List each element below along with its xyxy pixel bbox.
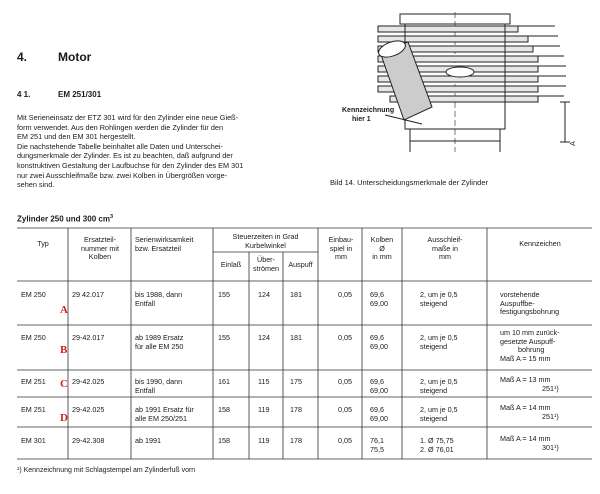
cell-line: steigend [420, 298, 448, 308]
row1-nummer: 29 42.017 [72, 290, 104, 299]
row5-kolben [370, 437, 384, 454]
header-einbauspiel [320, 236, 362, 262]
cell-line: 69,6 [370, 405, 384, 414]
cell-line: 1. Ø 75,75 [420, 436, 454, 445]
cell-line: festigungsbohrung [500, 307, 560, 317]
cell-line: Maß A = 13 mm [500, 375, 551, 384]
cell-line: ab 1991 [135, 436, 161, 445]
cell-line: 251¹) [542, 383, 559, 393]
cell-line: 2. Ø 76,01 [420, 444, 454, 454]
row2-marker: B [60, 344, 68, 356]
cell-line: für alle EM 250 [135, 341, 184, 351]
cell-line: ab 1989 Ersatz [135, 333, 184, 342]
row4-schleif [420, 406, 458, 423]
header-line: strömen [253, 263, 279, 273]
cell-line: 69,6 [370, 290, 384, 299]
row2-einlass: 155 [218, 333, 230, 342]
row3-typ: EM 251 [21, 377, 46, 386]
header-line: mm [439, 252, 451, 262]
row1-auslass: 181 [290, 290, 302, 299]
table-title-sup: 3 [109, 214, 113, 220]
row1-kolben [370, 291, 388, 308]
header-line: Kurbelwinkel [245, 240, 286, 250]
header-line: spiel in [329, 243, 353, 253]
row4-marker: D [60, 412, 68, 424]
row1-spiel: 0,05 [338, 290, 352, 299]
figure-caption: Bild 14. Unterscheidungsmerkmale der Zylinder [330, 178, 488, 187]
cell-line: bis 1988, dann [135, 290, 183, 299]
intro-line: nur zwei Ausschleifmaße bzw. zwei Kolben in Übergrößen vorge- [17, 170, 228, 180]
row2-ueber: 124 [258, 333, 270, 342]
row4-typ: EM 251 [21, 405, 46, 414]
row1-marker: A [60, 304, 68, 316]
row3-schleif [420, 378, 458, 395]
row1-typ: EM 250 [21, 290, 46, 299]
row4-serie [135, 406, 213, 423]
cell-line: 75,5 [370, 444, 384, 454]
header-serien [135, 236, 213, 253]
row2-schleif [420, 334, 458, 351]
row2-nummer: 29-42.017 [72, 333, 105, 342]
subsection-title: EM 251/301 [58, 90, 102, 99]
row1-schleif [420, 291, 458, 308]
cell-line: steigend [420, 413, 448, 423]
cell-line: 69,6 [370, 333, 384, 342]
row5-einlass: 158 [218, 436, 230, 445]
intro-line: dungsmerkmale der Zylinder. Es ist zu beachten, daß aufgrund der [17, 151, 233, 161]
cell-line: um 10 mm zurück- [500, 328, 560, 337]
row5-nummer: 29-42.308 [72, 436, 105, 445]
cell-line: alle EM 250/251 [135, 413, 187, 423]
header-auspuff: Auspuff [288, 260, 313, 269]
row5-typ: EM 301 [21, 436, 46, 445]
row5-serie [135, 437, 213, 446]
row4-auslass: 178 [290, 405, 302, 414]
cell-line: bis 1990, dann [135, 377, 183, 386]
header-ausschleif [404, 236, 486, 262]
header-steuerzeiten [215, 233, 316, 250]
intro-line: Mit Serieneinsatz der ETZ 301 wird für den Zylinder eine neue Gieß- [17, 113, 239, 122]
cell-line: steigend [420, 385, 448, 395]
marking-label-line: hier 1 [352, 116, 371, 123]
row2-spiel: 0,05 [338, 333, 352, 342]
row2-kolben [370, 334, 388, 351]
row3-serie [135, 378, 213, 395]
row3-auslass: 175 [290, 377, 302, 386]
row4-kennzeichen [500, 404, 559, 421]
header-kolben [362, 236, 402, 262]
row2-serie [135, 334, 213, 351]
intro-line: Die nachstehende Tabelle beinhaltet alle Daten und Unterschei- [17, 141, 223, 151]
marking-label-line: Kennzeichnung [342, 107, 395, 114]
row5-kennzeichen [500, 435, 559, 452]
row2-typ: EM 250 [21, 333, 46, 342]
header-line: Einbau- [328, 235, 354, 244]
cell-line: 69,00 [370, 341, 388, 351]
row4-ueber: 119 [258, 405, 270, 414]
cell-line: 301¹) [542, 442, 559, 452]
cell-line: 2, um je 0,5 [420, 333, 458, 342]
row4-spiel: 0,05 [338, 405, 352, 414]
cell-line: steigend [420, 341, 448, 351]
row1-kennzeichen [500, 291, 559, 317]
section-title: Motor [58, 50, 92, 64]
cell-line: 69,00 [370, 413, 388, 423]
cell-line: gesetzte Auspuff- [500, 336, 556, 346]
header-line: bzw. Ersatzteil [135, 243, 181, 253]
header-line: Steuerzeiten in Grad [232, 232, 299, 241]
intro-line: sehen sind. [17, 180, 55, 190]
cell-line: Entfall [135, 298, 155, 308]
row4-einlass: 158 [218, 405, 230, 414]
row1-serie [135, 291, 213, 308]
header-line: Ersatzteil- [84, 235, 116, 244]
header-line: Über- [257, 255, 275, 264]
cell-line: 2, um je 0,5 [420, 405, 458, 414]
cell-line: 69,6 [370, 377, 384, 386]
cell-line: Entfall [135, 385, 155, 395]
cell-line: Maß A = 14 mm [500, 403, 551, 412]
header-einlass: Einlaß [220, 260, 242, 269]
cell-line: 2, um je 0,5 [420, 290, 458, 299]
row5-spiel: 0,05 [338, 436, 352, 445]
header-typ: Typ [37, 239, 49, 248]
row2-auslass: 181 [290, 333, 302, 342]
cell-line: 251¹) [542, 411, 559, 421]
header-line: in mm [372, 252, 392, 262]
cell-line: bohrung [518, 345, 545, 355]
header-line: mm [335, 252, 347, 262]
intro-line: EM 251 und den EM 301 hergestellt. [17, 132, 136, 142]
cell-line: Auspuffbe- [500, 298, 535, 308]
row3-nummer: 29-42.025 [72, 377, 105, 386]
header-line: Kolben [88, 252, 112, 262]
row4-kolben [370, 406, 388, 423]
table-title-text: Zylinder 250 und 300 cm [17, 214, 110, 224]
row3-spiel: 0,05 [338, 377, 352, 386]
dimension-label: A [569, 141, 577, 146]
header-line: Ø [379, 243, 385, 253]
cell-line: 69,00 [370, 385, 388, 395]
cell-line: 2, um je 0,5 [420, 377, 458, 386]
header-line: maße in [432, 243, 458, 253]
row3-kennzeichen [500, 376, 559, 393]
cell-line: 69,00 [370, 298, 388, 308]
row5-ueber: 119 [258, 436, 270, 445]
header-line: Ausschleif- [427, 235, 463, 244]
row3-ueber: 115 [258, 377, 270, 386]
section-number: 4. [17, 50, 28, 64]
row3-kolben [370, 378, 388, 395]
cell-line: ab 1991 Ersatz für [135, 405, 194, 414]
cell-line: Maß A = 14 mm [500, 434, 551, 443]
subsection-number: 4 1. [17, 90, 31, 99]
intro-line: konstruktiven Gestaltung der Laufbuchse für den Zylinder des EM 301 [17, 160, 244, 170]
row1-ueber: 124 [258, 290, 270, 299]
header-line: nummer mit [81, 243, 119, 253]
cell-line: Maß A = 15 mm [500, 354, 551, 364]
row3-einlass: 161 [218, 377, 230, 386]
intro-line: form verwendet. Aus den Rohlingen werden die Zylinder für den [17, 122, 224, 132]
cell-line: 76,1 [370, 436, 384, 445]
row1-einlass: 155 [218, 290, 230, 299]
row2-kennzeichen [500, 329, 560, 364]
row3-marker: C [60, 378, 68, 390]
header-kennzeichen: Kennzeichen [519, 239, 561, 248]
header-line: Serienwirksamkeit [135, 235, 194, 244]
cell-line: vorstehende [500, 290, 540, 299]
row4-nummer: 29-42.025 [72, 405, 105, 414]
header-ersatzteil [70, 236, 130, 262]
header-line: Kolben [370, 235, 394, 244]
header-ueberstroemen [249, 256, 283, 273]
row5-auslass: 178 [290, 436, 302, 445]
row5-schleif [420, 437, 454, 454]
footnote: ¹) Kennzeichnung mit Schlagstempel am Zylinderfuß vorn [17, 467, 196, 474]
